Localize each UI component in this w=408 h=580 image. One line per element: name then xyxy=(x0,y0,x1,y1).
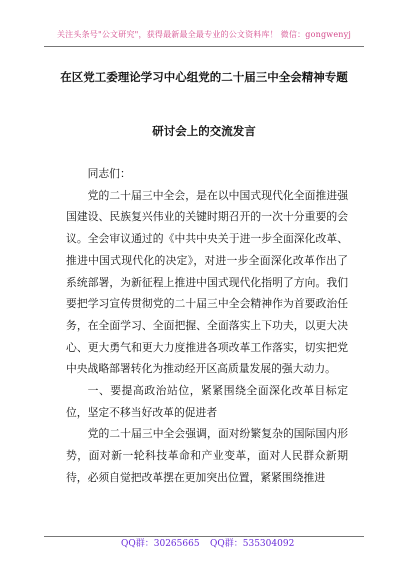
footer-qq-group-1: QQ群：30265665 xyxy=(121,539,200,549)
section-heading: 一、要提高政治站位，紧紧围绕全面深化改革目标定位，坚定不移当好改革的促进者 xyxy=(66,384,348,419)
page-footer xyxy=(0,536,408,550)
salutation: 同志们： xyxy=(87,167,131,180)
body-paragraph: 党的二十届三中全会，是在以中国式现代化全面推进强国建设、民族复兴伟业的关键时期召开的一次十分重要的会议。全会审议通过的《中共中央关于进一步全面深化改革、推进中国式现代化的决定》，对进一步全面深化改革作出了系统部署，为新征程上推进中国式现代化指明了方向。我们要把学习宣传贯彻党的二十届三中全会精神作为首要政治任务，在全面学习、全面把握、全面落实上下功夫，以更大决心、更大勇气和更大力度推进各项改革工作落实，切实把党中央战略部署转化为推动经开区高质量发展的强大动力。 xyxy=(66,188,348,376)
header-note: 关注头条号"公文研究"，获得最新最全最专业的公文资料库！ 微信：gongwenyj xyxy=(56,30,352,39)
document-body xyxy=(66,163,348,489)
document-title-line-2: 研讨会上的交流发言 xyxy=(152,124,256,138)
footer-qq-group-2: QQ群：535304092 xyxy=(210,539,295,549)
body-paragraph: 党的二十届三中全会强调，面对纷繁复杂的国际国内形势，面对新一轮科技革命和产业变革，面对人民群众新期待，必须自觉把改革摆在更加突出位置，紧紧围绕推进 xyxy=(66,427,348,484)
footer-divider xyxy=(44,536,364,537)
header-divider xyxy=(44,46,364,47)
document-title-line-1: 在区党工委理论学习中心组党的二十届三中全会精神专题 xyxy=(60,70,348,84)
